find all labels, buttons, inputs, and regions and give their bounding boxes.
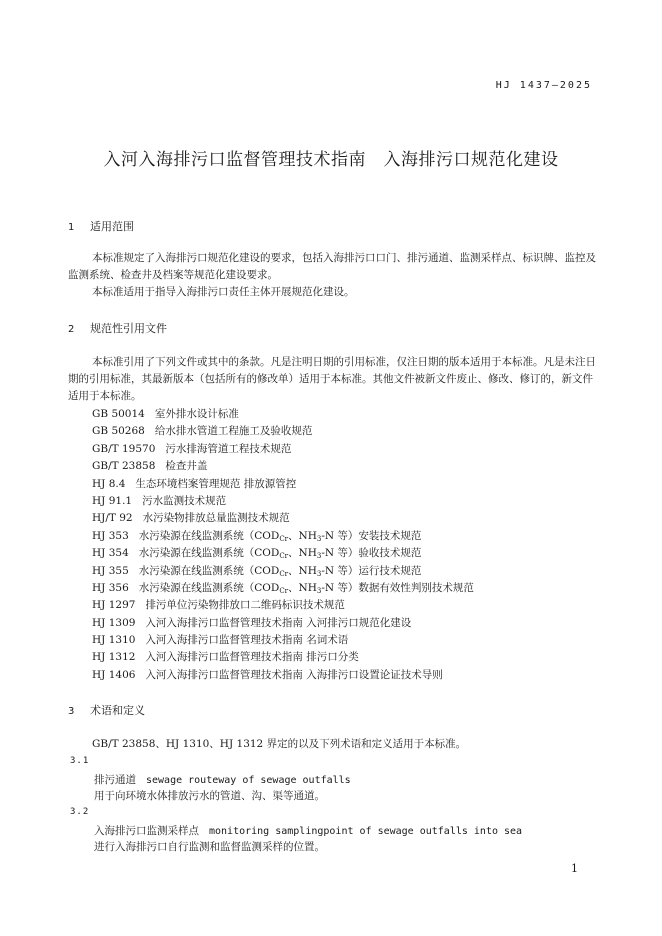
scope-paragraph-2: 本标准适用于指导入海排污口责任主体开展规范化建设。 <box>92 286 355 298</box>
reference-title: 污水监测技术规范 <box>142 494 227 507</box>
section-heading-2 <box>68 320 167 336</box>
reference-title: 排污单位污染物排放口二维码标识技术规范 <box>145 599 345 612</box>
reference-title-part: 3 <box>316 552 322 561</box>
reference-title-part: 、NH <box>288 529 317 542</box>
reference-title-part: -N 等）安装技术规范 <box>321 529 422 542</box>
reference-title-part: 、NH <box>288 564 317 577</box>
reference-code: GB 50014 <box>92 408 145 420</box>
reference-item <box>92 510 474 527</box>
term-en: sewage routeway of sewage outfalls <box>146 775 351 786</box>
reference-title-part: 3 <box>316 569 322 578</box>
reference-code: HJ 356 <box>92 581 129 594</box>
reference-title <box>139 565 422 577</box>
section-number: 2 <box>68 324 75 335</box>
reference-title-part: 3 <box>316 586 322 595</box>
reference-title: 检查井盖 <box>165 460 208 473</box>
reference-item <box>92 441 474 458</box>
term-en: monitoring samplingpoint of sewage outfalls into sea <box>209 826 523 837</box>
term-heading <box>94 772 351 787</box>
scope-paragraph-1: 本标准规定了入海排污口规范化建设的要求，包括入海排污口口门、排污通道、监测采样点、标识牌、监控及监测系统、检查井及档案等规范化建设要求。 <box>68 252 596 281</box>
reference-code: HJ 8.4 <box>92 477 126 490</box>
reference-title: 入河入海排污口监督管理技术指南 入河排污口规范化建设 <box>145 616 412 629</box>
term-heading <box>94 823 522 838</box>
reference-title-part: 水污染源在线监测系统（COD <box>138 564 280 577</box>
reference-code: GB 50268 <box>92 425 145 438</box>
reference-code: GB/T 19570 <box>92 442 156 455</box>
reference-item <box>92 493 474 510</box>
reference-code: HJ 354 <box>92 547 129 560</box>
reference-title-part: 、NH <box>288 547 317 560</box>
section-heading-1 <box>68 218 134 234</box>
reference-title-part: -N 等）运行技术规范 <box>321 564 422 577</box>
reference-item <box>92 667 474 684</box>
reference-title-part: 水污染源在线监测系统（COD <box>138 547 280 560</box>
reference-title: 生态环境档案管理规范 排放源管控 <box>135 477 297 490</box>
term-definition: 用于向环境水体排放污水的管道、沟、渠等通道。 <box>94 790 325 802</box>
reference-code: HJ 1297 <box>92 599 136 612</box>
reference-item <box>92 615 474 632</box>
reference-title-part: 水污染源在线监测系统（COD <box>138 529 280 542</box>
page-number: 1 <box>571 862 578 875</box>
reference-code: HJ 1406 <box>92 668 136 681</box>
document-title: 入河入海排污口监督管理技术指南 入海排污口规范化建设 <box>103 150 559 170</box>
reference-item <box>92 563 474 580</box>
section-title: 术语和定义 <box>90 704 145 717</box>
reference-code: HJ/T 92 <box>92 512 133 525</box>
reference-item <box>92 580 474 597</box>
term-definition: 进行入海排污口自行监测和监督监测采样的位置。 <box>94 841 325 853</box>
references-intro: 本标准引用了下列文件或其中的条款。凡是注明日期的引用标准，仅注日期的版本适用于本标准。凡是未注日期的引用标准，其最新版本（包括所有的修改单）适用于本标准。其他文件被新文件废止、修改、修订的，新文件适用于本标准。 <box>68 356 596 402</box>
reference-title-part: -N 等）验收技术规范 <box>321 547 422 560</box>
reference-title: 入河入海排污口监督管理技术指南 入海排污口设置论证技术导则 <box>145 668 443 681</box>
reference-code: HJ 353 <box>92 529 129 542</box>
reference-title: 入河入海排污口监督管理技术指南 排污口分类 <box>145 651 359 664</box>
reference-item <box>92 406 474 423</box>
term-zh: 入海排污口监测采样点 <box>94 825 199 837</box>
reference-title <box>139 530 422 542</box>
reference-item <box>92 476 474 493</box>
reference-code: HJ 1309 <box>92 616 136 629</box>
reference-item <box>92 597 474 614</box>
reference-code: HJ 1310 <box>92 634 136 647</box>
document-code: HJ 1437—2025 <box>495 80 592 91</box>
section-title: 适用范围 <box>90 220 134 233</box>
reference-title <box>139 582 474 594</box>
reference-title: 污水排海管道工程技术规范 <box>165 442 292 455</box>
reference-code: GB/T 23858 <box>92 460 156 473</box>
term-number: 3.1 <box>70 756 90 766</box>
reference-title-part: 3 <box>316 534 322 543</box>
section-number: 3 <box>68 706 75 717</box>
reference-item <box>92 458 474 475</box>
reference-item <box>92 649 474 666</box>
reference-item <box>92 545 474 562</box>
term-number: 3.2 <box>70 807 90 817</box>
reference-code: HJ 91.1 <box>92 494 133 507</box>
terms-intro: GB/T 23858、HJ 1310、HJ 1312 界定的以及下列术语和定义适用于本标准。 <box>92 738 467 750</box>
references-list <box>92 406 474 684</box>
reference-title-part: -N 等）数据有效性判别技术规范 <box>321 581 474 594</box>
reference-title: 入河入海排污口监督管理技术指南 名词术语 <box>145 634 349 647</box>
term-zh: 排污通道 <box>94 774 136 786</box>
reference-title: 水污染物排放总量监测技术规范 <box>142 512 290 525</box>
reference-title-part: Cr <box>279 552 289 561</box>
reference-title-part: Cr <box>279 569 289 578</box>
reference-title: 给水排水管道工程施工及验收规范 <box>154 425 313 438</box>
reference-title-part: Cr <box>279 534 289 543</box>
reference-code: HJ 1312 <box>92 651 136 664</box>
reference-title: 室外排水设计标准 <box>154 408 239 420</box>
reference-title-part: 水污染源在线监测系统（COD <box>138 581 280 594</box>
section-heading-3 <box>68 702 145 718</box>
reference-title-part: Cr <box>279 586 289 595</box>
reference-title-part: 、NH <box>288 581 317 594</box>
reference-item <box>92 423 474 440</box>
reference-item <box>92 528 474 545</box>
reference-code: HJ 355 <box>92 564 129 577</box>
reference-title <box>139 547 422 559</box>
section-number: 1 <box>68 222 75 233</box>
section-title: 规范性引用文件 <box>90 322 167 335</box>
reference-item <box>92 632 474 649</box>
